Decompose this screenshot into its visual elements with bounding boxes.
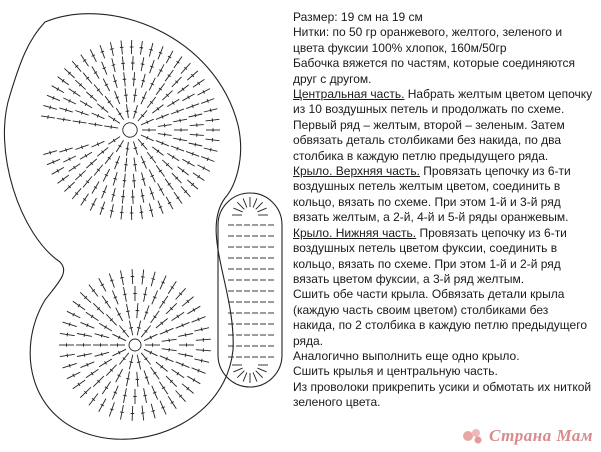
chain-ring-symbol — [123, 123, 137, 137]
central-text: Набрать желтым цветом цепочку из 10 воздушных петель и продолжать по схеме. Первый ряд – желтым, второй – зеленым. Затем обвязать деталь столбиками без накида, по два столбика в каждую петлю предыдущего ряда. — [293, 87, 593, 163]
stitch-crossbar — [140, 212, 144, 213]
stitch-crossbar — [151, 279, 155, 280]
stitch-crossbar — [145, 377, 148, 378]
stitch-crossbar — [84, 353, 85, 357]
stitch-crossbar — [101, 208, 104, 209]
stitch-crossbar — [142, 80, 146, 81]
stitch-crossbar — [134, 111, 138, 112]
stitch-crossbar — [110, 211, 114, 212]
stitch-crossbar — [141, 196, 145, 197]
stitch-crossbar — [141, 413, 145, 414]
wire-line: Из проволоки прикрепить усики и обмотать их ниткой зеленого цвета. — [293, 379, 592, 410]
stitch-crossbar — [180, 138, 181, 142]
stitch-crossbar — [69, 364, 70, 367]
stitch-crossbar — [103, 68, 106, 69]
stitch-crossbar — [84, 333, 85, 337]
stitch-crossbar — [81, 111, 82, 114]
stitch-crossbar — [114, 81, 117, 82]
stitch-crossbar — [192, 152, 193, 155]
stitch-crossbar — [150, 66, 153, 67]
stitch-crossbar — [137, 362, 141, 363]
stitch-crossbar — [195, 114, 196, 118]
central-title: Центральная часть. — [293, 87, 405, 102]
stitch-crossbar — [192, 105, 193, 108]
stitch-crossbar — [126, 111, 130, 112]
stitch-crossbar — [120, 277, 124, 278]
stitch-crossbar — [110, 49, 114, 50]
stitch-crossbar — [81, 146, 82, 149]
stitch-crossbar — [101, 353, 102, 356]
stitch-crossbar — [67, 354, 68, 358]
stitch-crossbar — [195, 143, 196, 147]
stitch-crossbar — [116, 97, 119, 98]
central-paragraph — [293, 87, 593, 164]
stitch-crossbar — [111, 125, 112, 129]
upper-paragraph — [293, 164, 593, 226]
yarn-line: Нитки: по 50 гр оранжевого, желтого, зеленого и цвета фуксии 100% хлопок, 160м/50гр — [293, 25, 563, 55]
flower-logo-icon — [460, 427, 486, 445]
size-line: Размер: 19 см на 19 см — [293, 10, 423, 24]
upper-title: Крыло. Верхняя часть. — [293, 164, 420, 179]
stitch-symbol — [237, 202, 244, 209]
chain-ring-symbol — [129, 339, 141, 351]
stitch-symbol — [257, 368, 266, 372]
repeat-line: Аналогично выполнить еще одно крыло. — [293, 348, 520, 363]
stitch-crossbar — [150, 193, 153, 194]
stitch-crossbar — [50, 151, 51, 155]
stitch-crossbar — [129, 328, 133, 329]
stitch-crossbar — [145, 312, 148, 313]
stitch-crossbar — [180, 119, 181, 123]
stitch-crossbar — [133, 164, 137, 165]
stitch-crossbar — [114, 178, 117, 179]
stitch-crossbar — [142, 179, 146, 180]
stitch-crossbar — [133, 95, 137, 96]
stitch-crossbar — [66, 148, 67, 151]
stitch-crossbar — [177, 110, 178, 113]
stitch-crossbar — [185, 353, 186, 357]
stitch-crossbar — [159, 207, 162, 208]
lower-title: Крыло. Нижняя часть. — [293, 225, 417, 240]
stitch-symbol — [237, 371, 244, 378]
stitch-crossbar — [123, 294, 127, 295]
stitch-crossbar — [201, 359, 202, 363]
stitch-crossbar — [66, 108, 67, 111]
stitch-crossbar — [207, 157, 208, 160]
pattern-description — [293, 10, 593, 411]
stitch-crossbar — [134, 148, 138, 149]
stitch-crossbar — [123, 395, 127, 396]
stitch-crossbar — [143, 395, 147, 396]
stitch-crossbar — [169, 339, 170, 343]
stitch-symbol — [256, 371, 263, 378]
stitch-crossbar — [126, 149, 130, 150]
stitch-crossbar — [151, 411, 155, 412]
body-outline — [218, 193, 282, 387]
stitch-crossbar — [207, 99, 208, 102]
stitch-crossbar — [48, 115, 49, 119]
stitch-crossbar — [69, 323, 70, 326]
stitch-crossbar — [103, 191, 106, 192]
stitch-crossbar — [101, 334, 102, 337]
watermark-text: Страна Мам — [488, 426, 593, 445]
stitch-crossbar — [126, 311, 130, 312]
lower-paragraph — [293, 226, 593, 288]
stitch-crossbar — [198, 318, 199, 321]
stitch-crossbar — [112, 195, 116, 196]
stitch-crossbar — [143, 294, 147, 295]
stitch-crossbar — [159, 52, 162, 53]
crochet-diagram — [0, 0, 290, 452]
join-line: Сшить крылья и центральную часть. — [293, 364, 498, 379]
wing-outline — [4, 14, 240, 440]
stitch-crossbar — [210, 109, 211, 113]
stitch-crossbar — [110, 409, 113, 410]
stitch-symbol — [243, 198, 247, 207]
stitch-crossbar — [201, 328, 202, 332]
stitch-crossbar — [64, 118, 65, 122]
stitch-symbol — [233, 368, 242, 372]
stitch-crossbar — [67, 333, 68, 337]
stitch-symbol — [243, 372, 247, 381]
stitch-symbol — [253, 372, 257, 381]
stitch-crossbar — [141, 64, 145, 65]
lower-text: Провязать цепочку из 6-ти воздушных петель цветом фуксии, соединить в кольцо, вязать по схеме. При этом 1-й и 2-й ряд вязать цветом фуксии, а 3-й ряд желтым. — [293, 225, 567, 286]
stitch-crossbar — [120, 412, 124, 413]
stitch-crossbar — [116, 162, 119, 163]
stitch-symbol — [256, 202, 263, 209]
stitch-crossbar — [137, 328, 141, 329]
lower-wing-pattern — [59, 269, 211, 421]
watermark — [460, 426, 593, 446]
stitch-crossbar — [129, 362, 133, 363]
stitch-crossbar — [79, 120, 80, 124]
stitch-crossbar — [110, 280, 113, 281]
stitch-crossbar — [198, 369, 199, 372]
stitch-symbol — [257, 208, 266, 212]
stitch-crossbar — [185, 333, 186, 337]
stitch-crossbar — [210, 148, 211, 152]
body-pattern — [228, 197, 274, 383]
stitch-symbol — [233, 208, 242, 212]
stitch-crossbar — [169, 348, 170, 352]
stitch-symbol — [253, 198, 257, 207]
intro-line: Бабочка вяжется по частям, которые соединяются друг с другом. — [293, 56, 575, 86]
stitch-crossbar — [149, 49, 153, 50]
upper-text: Провязать цепочку из 6-ти воздушных петель желтым цветом, соединить в кольцо, вязать по схеме. При этом 1-й и 3-й ряд вязать желтым, а 2-й, 4-й и 5-й ряды оранжевым. — [293, 164, 571, 225]
stitch-crossbar — [50, 106, 51, 110]
stitch-crossbar — [177, 147, 178, 150]
stitch-crossbar — [95, 123, 96, 127]
upper-wing-pattern — [41, 40, 220, 220]
sew-line: Сшить обе части крыла. Обвязать детали крыла (каждую часть своим цветом) столбиками без накида, по 2 столбика в каждую петлю предыдущего ряда. — [293, 287, 587, 348]
stitch-crossbar — [141, 277, 145, 278]
stitch-crossbar — [112, 65, 116, 66]
stitch-crossbar — [149, 210, 153, 211]
stitch-crossbar — [140, 48, 144, 49]
stitch-crossbar — [101, 51, 104, 52]
stitch-crossbar — [126, 378, 130, 379]
